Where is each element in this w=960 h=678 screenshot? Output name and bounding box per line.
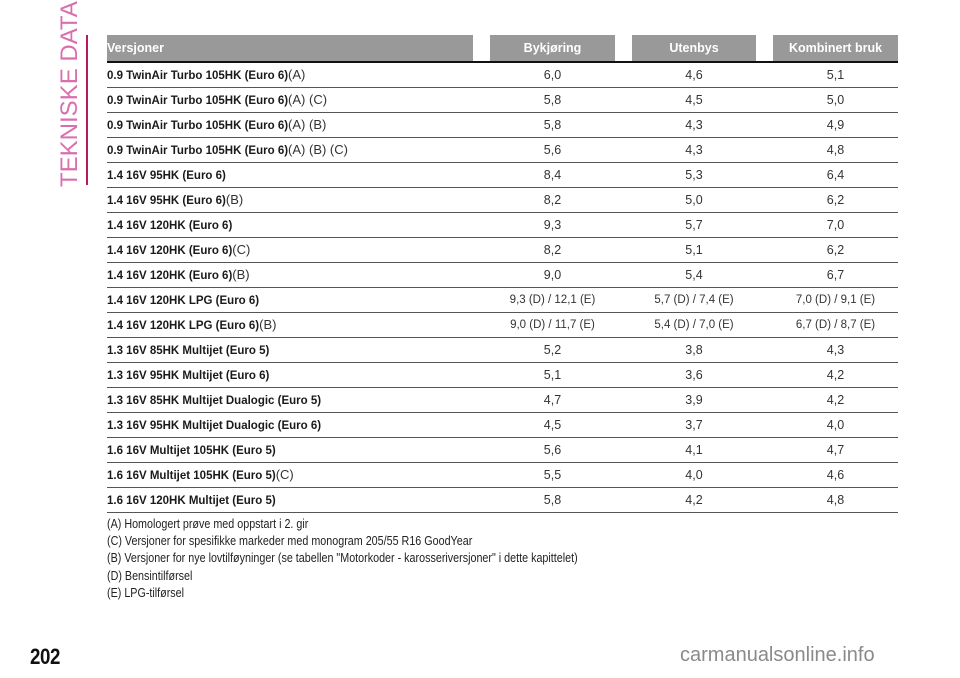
combined-value: 6,2 (826, 243, 845, 257)
extra-urban-value: 4,1 (685, 443, 703, 457)
header-utenbys: Utenbys (632, 35, 756, 61)
city-value: 9,0 (D) / 11,7 (E) (510, 319, 595, 331)
table-row (107, 413, 898, 438)
extra-urban-value: 5,3 (685, 168, 703, 182)
city-value: 5,2 (543, 343, 562, 357)
extra-urban-value: 4,0 (685, 468, 703, 482)
city-value: 9,0 (543, 268, 562, 282)
version-name (107, 213, 232, 237)
version-name (107, 463, 294, 487)
version-label: 1.3 16V 95HK Multijet (Euro 6) (107, 370, 270, 382)
combined-value: 6,7 (D) / 8,7 (E) (795, 319, 876, 331)
version-label: 0.9 TwinAir Turbo 105HK (Euro 6) (107, 95, 289, 107)
table-row (107, 488, 898, 513)
city-value: 5,8 (543, 118, 562, 132)
header-kombinert: Kombinert bruk (773, 35, 898, 61)
version-notes: (A) (B) (C) (288, 142, 348, 157)
city-value: 8,4 (543, 168, 562, 182)
city-value: 8,2 (543, 243, 562, 257)
version-notes: (B) (225, 192, 244, 207)
table-row (107, 238, 898, 263)
watermark-link[interactable]: carmanualsonline.info (680, 644, 875, 666)
table-row (107, 288, 898, 313)
footnote-c: (C) Versjoner for spesifikke markeder med monogram 205/55 R16 GoodYear (107, 534, 473, 549)
version-label: 1.4 16V 95HK (Euro 6) (107, 170, 226, 182)
footnote-e: (E) LPG-tilførsel (107, 585, 185, 600)
fuel-consumption-table (107, 35, 898, 513)
version-notes: (B) (259, 317, 277, 332)
extra-urban-value: 3,9 (685, 393, 703, 407)
header-bykjoring: Bykjøring (490, 35, 615, 61)
extra-urban-value: 4,3 (685, 118, 703, 132)
city-value: 4,5 (543, 418, 562, 432)
version-name (107, 388, 321, 412)
footnote-a: (A) Homologert prøve med oppstart i 2. gir (107, 517, 309, 531)
combined-value: 4,9 (826, 118, 845, 132)
version-notes: (A) (C) (288, 92, 328, 107)
extra-urban-value: 4,5 (685, 93, 703, 107)
section-divider (86, 35, 88, 185)
extra-urban-value: 5,1 (685, 243, 703, 257)
combined-value: 4,2 (826, 393, 845, 407)
combined-value: 4,0 (826, 418, 845, 432)
version-name (107, 438, 276, 462)
version-label: 1.4 16V 120HK LPG (Euro 6) (107, 320, 260, 332)
table-header (107, 35, 898, 63)
city-value: 6,0 (543, 68, 562, 82)
combined-value: 4,3 (826, 343, 845, 357)
version-notes: (A) (288, 67, 306, 82)
table-row (107, 63, 898, 88)
combined-value: 7,0 (826, 218, 845, 232)
version-label: 1.6 16V 120HK Multijet (Euro 5) (107, 495, 276, 507)
version-label: 0.9 TwinAir Turbo 105HK (Euro 6) (107, 145, 289, 157)
header-versjoner: Versjoner (107, 35, 473, 61)
version-notes: (A) (B) (288, 117, 327, 132)
extra-urban-value: 3,7 (685, 418, 703, 432)
version-name (107, 238, 250, 262)
extra-urban-value: 5,4 (685, 268, 703, 282)
version-label: 1.6 16V Multijet 105HK (Euro 5) (107, 470, 276, 482)
table-row (107, 113, 898, 138)
version-label: 1.4 16V 95HK (Euro 6) (107, 195, 226, 207)
version-name (107, 163, 226, 187)
city-value: 5,8 (543, 93, 562, 107)
extra-urban-value: 3,8 (685, 343, 703, 357)
combined-value: 4,2 (826, 368, 845, 382)
combined-value: 4,8 (826, 493, 845, 507)
version-name (107, 113, 326, 137)
version-label: 1.3 16V 85HK Multijet Dualogic (Euro 5) (107, 395, 322, 407)
combined-value: 6,2 (826, 193, 845, 207)
combined-value: 4,6 (826, 468, 845, 482)
version-notes: (C) (232, 242, 251, 257)
combined-value: 4,8 (826, 143, 845, 157)
city-value: 8,2 (543, 193, 562, 207)
version-label: 1.4 16V 120HK (Euro 6) (107, 270, 233, 282)
section-title (56, 1, 83, 187)
version-label: 1.4 16V 120HK (Euro 6) (107, 220, 233, 232)
version-label: 1.4 16V 120HK (Euro 6) (107, 245, 233, 257)
section-title-text: TEKNISKE DATA (56, 1, 83, 187)
version-label: 0.9 TwinAir Turbo 105HK (Euro 6) (107, 70, 289, 82)
footnotes (107, 516, 578, 602)
city-value: 9,3 (D) / 12,1 (E) (509, 294, 596, 306)
city-value: 9,3 (543, 218, 562, 232)
city-value: 5,5 (543, 468, 562, 482)
version-name (107, 488, 276, 512)
page-number: 202 (30, 644, 60, 669)
extra-urban-value: 5,4 (D) / 7,0 (E) (654, 319, 734, 331)
table-row (107, 163, 898, 188)
extra-urban-value: 5,0 (685, 193, 703, 207)
footnote-d: (D) Bensintilførsel (107, 568, 193, 583)
version-name (107, 138, 348, 162)
table-row (107, 338, 898, 363)
version-label: 0.9 TwinAir Turbo 105HK (Euro 6) (107, 120, 289, 132)
table-row (107, 213, 898, 238)
version-name (107, 288, 259, 312)
version-name (107, 363, 269, 387)
combined-value: 5,0 (826, 93, 845, 107)
table-row (107, 138, 898, 163)
city-value: 4,7 (543, 393, 562, 407)
table-row (107, 263, 898, 288)
city-value: 5,8 (543, 493, 562, 507)
extra-urban-value: 3,6 (685, 368, 703, 382)
version-label: 1.3 16V 95HK Multijet Dualogic (Euro 6) (107, 420, 322, 432)
version-name (107, 63, 305, 87)
extra-urban-value: 4,3 (685, 143, 703, 157)
extra-urban-value: 4,6 (685, 68, 703, 82)
version-name (107, 88, 327, 112)
table-row (107, 88, 898, 113)
combined-value: 5,1 (826, 68, 845, 82)
version-label: 1.6 16V Multijet 105HK (Euro 5) (107, 445, 276, 457)
version-name (107, 413, 321, 437)
table-row (107, 313, 898, 338)
city-value: 5,1 (543, 368, 562, 382)
combined-value: 6,4 (826, 168, 845, 182)
extra-urban-value: 5,7 (D) / 7,4 (E) (654, 294, 734, 306)
table-body (107, 63, 898, 513)
table-row (107, 438, 898, 463)
table-row (107, 188, 898, 213)
table-row (107, 388, 898, 413)
table-row (107, 363, 898, 388)
version-name (107, 263, 250, 287)
version-label: 1.4 16V 120HK LPG (Euro 6) (107, 295, 260, 307)
version-notes: (B) (232, 267, 250, 282)
footnote-b: (B) Versjoner for nye lovtilføyninger (se tabellen "Motorkoder - karosseriversjoner" i dette kapittelet) (107, 551, 578, 566)
combined-value: 4,7 (826, 443, 845, 457)
extra-urban-value: 4,2 (685, 493, 703, 507)
version-name (107, 188, 243, 212)
combined-value: 7,0 (D) / 9,1 (E) (795, 294, 876, 306)
version-name (107, 338, 269, 362)
city-value: 5,6 (543, 443, 562, 457)
table-row (107, 463, 898, 488)
version-notes: (C) (275, 467, 294, 482)
combined-value: 6,7 (826, 268, 845, 282)
extra-urban-value: 5,7 (685, 218, 703, 232)
version-label: 1.3 16V 85HK Multijet (Euro 5) (107, 345, 270, 357)
version-name (107, 313, 276, 337)
city-value: 5,6 (543, 143, 562, 157)
